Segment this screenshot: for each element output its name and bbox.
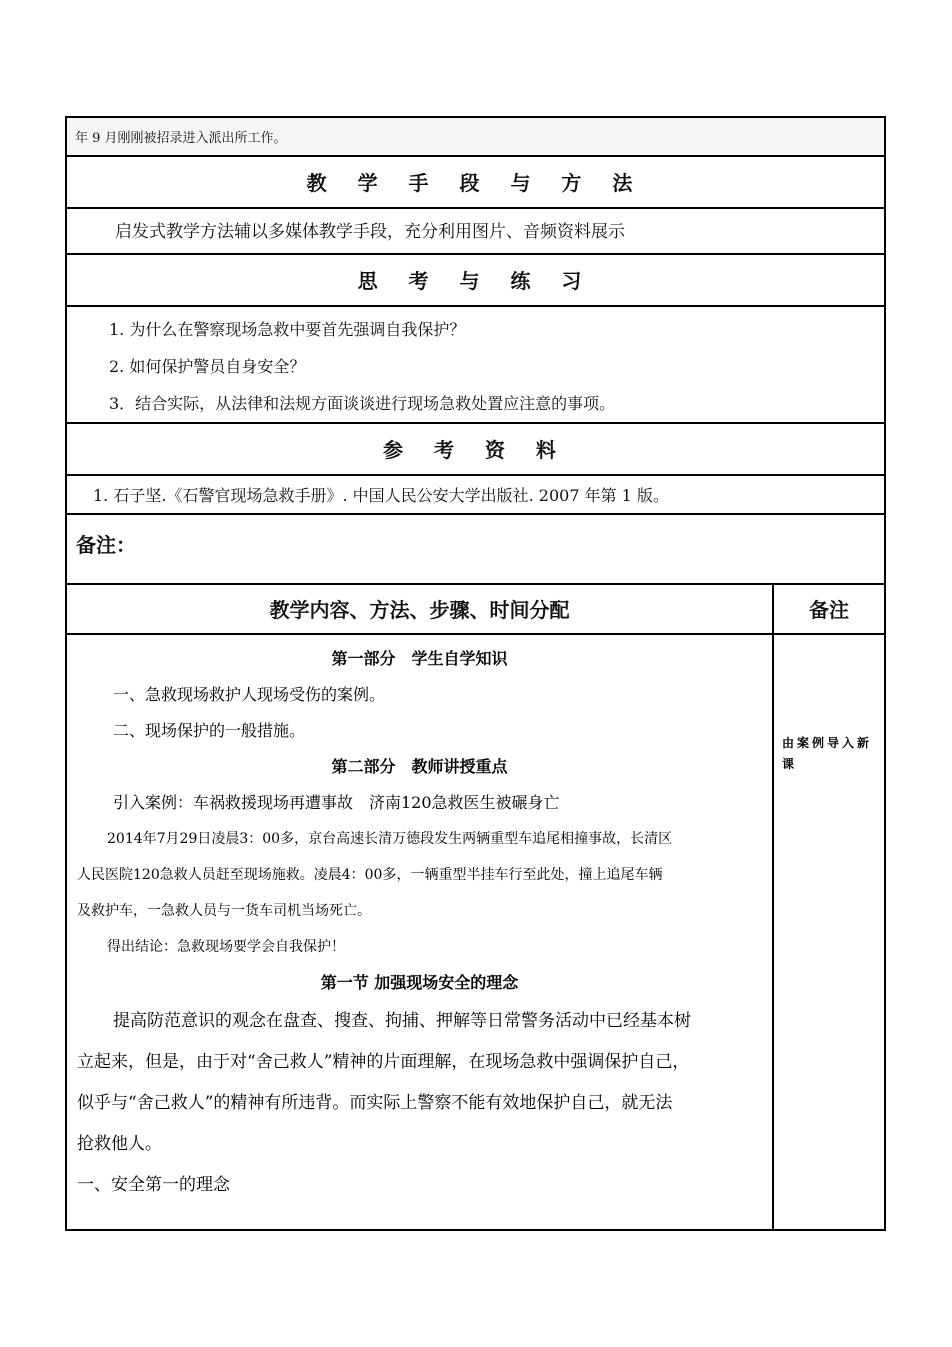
content-table-header [65,585,886,635]
para-line: 提高防范意识的观念在盘查、搜查、拘捕、押解等日常警务活动中已经基本树 [113,1011,691,1031]
exercises-heading: 思 考 与 练 习 [65,255,886,307]
notes-label: 备注： [65,515,886,585]
exercise-item: 1. 为什么在警察现场急救中要首先强调自我保护？ [109,320,466,339]
case-line: 人民医院120急救人员赶至现场施救。凌晨4：00多，一辆重型半挂车行至此处，撞上追尾车辆 [77,867,663,883]
part2-title: 第二部分 教师讲授重点 [331,757,508,776]
side-note: 由案例导入新课 [782,736,873,771]
lesson-plan-document [65,116,886,1231]
subsection-title: 一、安全第一的理念 [77,1175,230,1195]
exercises-list [65,307,886,424]
para-line: 似乎与“舍己救人”的精神有所违背。而实际上警察不能有效地保护自己，就无法 [77,1093,673,1113]
para-line: 抢救他人。 [77,1134,162,1154]
case-intro: 引入案例：车祸救援现场再遭事故 济南120急救医生被碾身亡 [113,793,560,812]
case-description [67,821,772,929]
exercise-item: 3．结合实际，从法律和法规方面谈谈进行现场急救处置应注意的事项。 [109,394,616,413]
conclusion: 得出结论：急救现场要学会自我保护！ [107,939,345,955]
content-header-main: 教学内容、方法、步骤、时间分配 [67,585,774,633]
part1-title: 第一部分 学生自学知识 [331,649,508,668]
references-heading: 参 考 资 料 [65,424,886,476]
case-line: 2014年7月29日凌晨3：00多，京台高速长清万德段发生两辆重型车追尾相撞事故，长清区 [107,831,673,847]
exercise-item: 2. 如何保护警员自身安全？ [109,357,306,376]
case-line: 及救护车，一急救人员与一货车司机当场死亡。 [77,903,371,919]
reference-item: 1. 石子坚.《石警官现场急救手册》. 中国人民公安大学出版社. 2007 年第 1 版。 [65,476,886,515]
part1-item: 一、急救现场救护人现场受伤的案例。 [113,685,386,704]
section1-paragraph [67,1001,772,1165]
intro-line: 年 9 月刚刚被招录进入派出所工作。 [65,116,886,157]
content-table-body [65,635,886,1231]
methods-text: 启发式教学方法辅以多媒体教学手段，充分利用图片、音频资料展示 [65,209,886,255]
para-line: 立起来，但是，由于对“舍己救人”精神的片面理解，在现场急救中强调保护自己， [77,1052,690,1072]
content-main-cell [67,635,774,1229]
methods-heading: 教 学 手 段 与 方 法 [65,157,886,209]
content-header-side: 备注 [809,598,849,622]
part1-item: 二、现场保护的一般措施。 [113,721,306,740]
section1-title: 第一节 加强现场安全的理念 [320,973,519,992]
